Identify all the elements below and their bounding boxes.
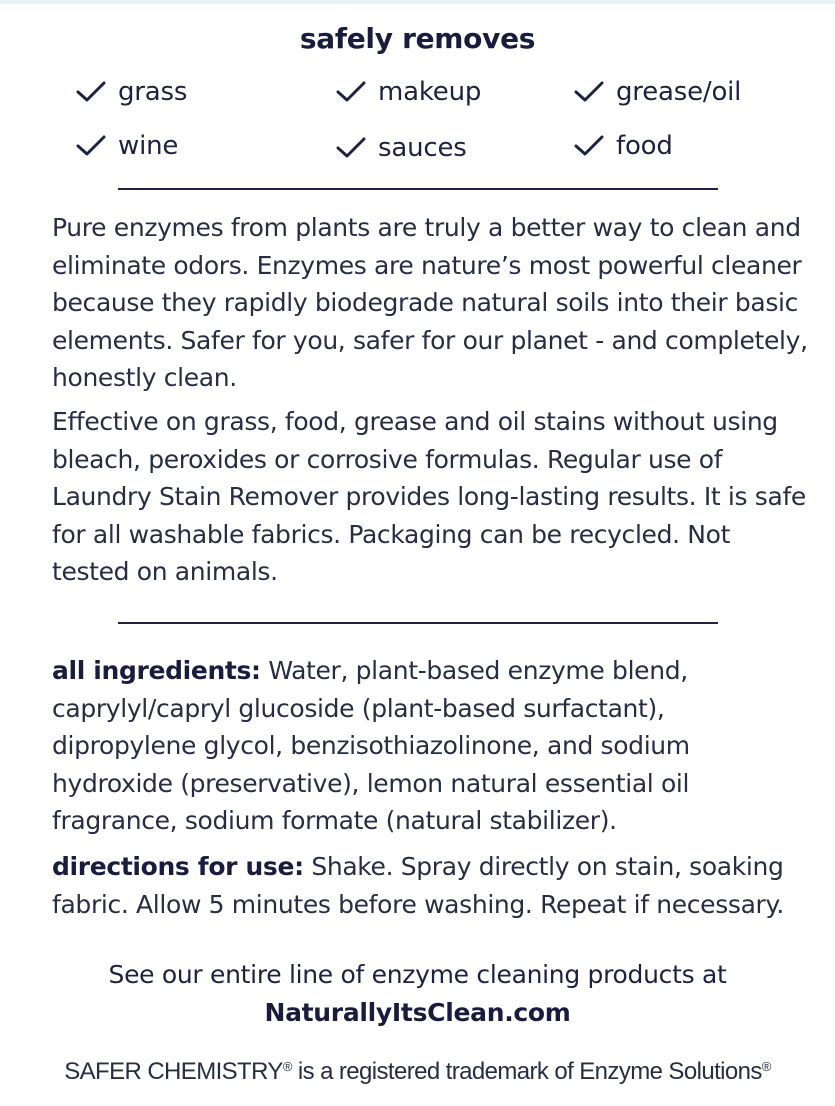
directions-paragraph [52,848,812,923]
checkmark-icon [76,135,106,157]
trademark-notice [0,1058,835,1086]
checklist-item [574,124,673,168]
top-edge-strip [0,0,835,4]
checkmark-icon [76,81,106,103]
registered-mark: ® [761,1059,771,1074]
checklist-item [76,124,178,168]
registered-mark: ® [282,1059,292,1074]
checkmark-icon [336,81,366,103]
ingredients-label: all ingredients: [52,656,261,685]
website-link[interactable]: NaturallyItsClean.com [264,998,571,1027]
checklist-label: food [616,131,673,161]
checkmark-icon [574,81,604,103]
effectiveness-paragraph: Effective on grass, food, grease and oil stains without using bleach, peroxides or corrosive formulas. Regular use of Laundry Stain Remover provides long-lasting results. It is safe for all washable fabrics. Packaging can be recycled. Not tested on animals. [52,407,806,586]
ingredients-text: Water, plant-based enzyme blend, caprylyl/capryl glucoside (plant-based surfactant), dipropylene glycol, benzisothiazolinone, and sodium hydroxide (preservative), lemon natural essential oil fragrance, sodium formate (natural stabilizer). [52,656,690,835]
checklist-label: wine [118,131,179,161]
checkmark-icon [336,137,366,159]
checklist-label: sauces [378,133,467,163]
section-heading: safely removes [299,22,536,55]
checklist-label: makeup [378,77,482,107]
description-paragraph: Pure enzymes from plants are truly a better way to clean and eliminate odors. Enzymes are nature’s most powerful cleaner because they rapidly biodegrade natural soils into their basic elements. Safer for you, safer for our planet - and completely, honestly clean. [52,213,808,392]
checklist-item [76,70,187,114]
divider-top [118,188,718,190]
ingredients-paragraph [52,652,812,840]
checklist-item [336,126,467,170]
directions-text: Shake. Spray directly on stain, soaking fabric. Allow 5 minutes before washing. Repeat if necessary. [52,852,784,919]
checklist-item [574,70,741,114]
footer-promo-text: See our entire line of enzyme cleaning products at [108,960,727,989]
divider-bottom [118,622,718,624]
checklist-label: grease/oil [616,77,742,107]
checklist-item [336,70,481,114]
directions-label: directions for use: [52,852,304,881]
stain-checklist [0,70,835,180]
checklist-label: grass [118,77,188,107]
trademark-text: is a registered trademark of Enzyme Solutions [291,1058,762,1085]
checkmark-icon [574,135,604,157]
trademark-brand: SAFER CHEMISTRY [64,1058,283,1085]
